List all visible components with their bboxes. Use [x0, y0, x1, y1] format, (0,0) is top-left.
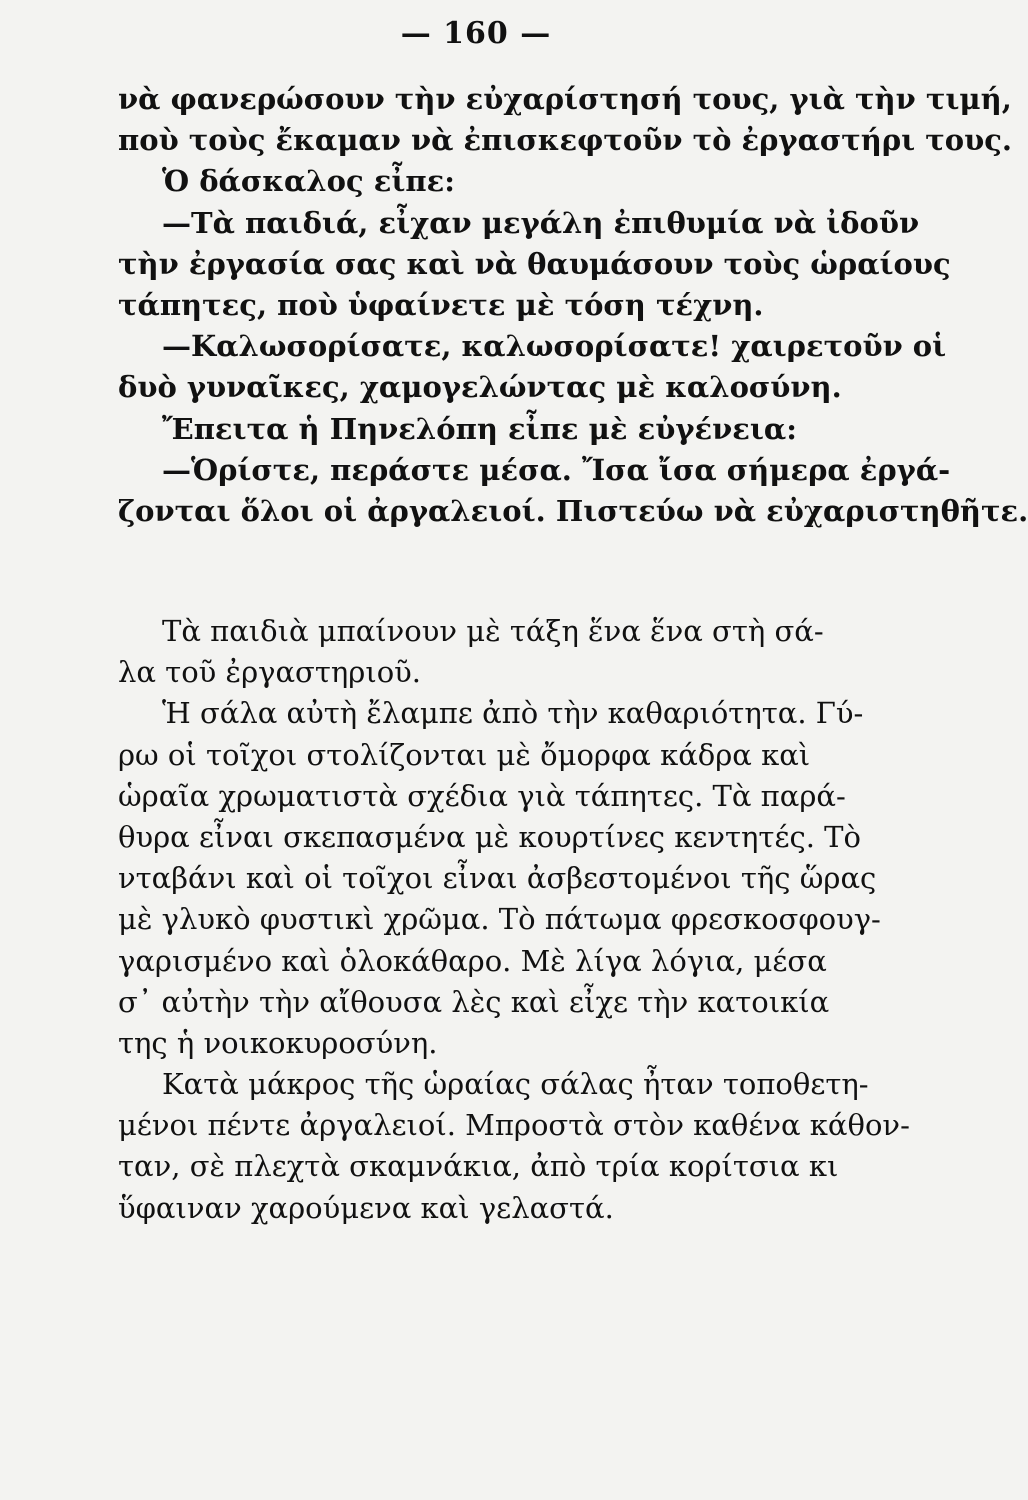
dialogue-section [118, 79, 1028, 532]
text-line: Τὰ παιδιὰ μπαίνουν μὲ τάξη ἕνα ἕνα στὴ σά- [162, 614, 824, 648]
text-line: μὲ γλυκὸ φυστικὶ χρῶμα. Τὸ πάτωμα φρεσκοσφουγ- [118, 902, 881, 937]
text-line: δυὸ γυναῖκες, χαμογελώντας μὲ καλοσύνη. [118, 370, 842, 405]
text-line: σ᾽ αὐτὴν τὴν αἴθουσα λὲς καὶ εἶχε τὴν κατοικία [118, 984, 830, 1019]
text-line: ταν, σὲ πλεχτὰ σκαμνάκια, ἀπὸ τρία κορίτσια κι [118, 1149, 839, 1184]
description-section [118, 611, 910, 1229]
text-line: ὡραῖα χρωματιστὰ σχέδια γιὰ τάπητες. Τὰ παρά- [118, 778, 846, 813]
text-line: της ἡ νοικοκυροσύνη. [118, 1025, 438, 1060]
text-line: τὴν ἐργασία σας καὶ νὰ θαυμάσουν τοὺς ὡραίους [118, 246, 951, 281]
text-line: —Τὰ παιδιά, εἶχαν μεγάλη ἐπιθυμία νὰ ἰδοῦν [162, 205, 920, 240]
text-line: νὰ φανερώσουν τὴν εὐχαρίστησή τους, γιὰ τὴν τιμή, [118, 82, 1012, 116]
text-line: —Ὁρίστε, περάστε μέσα. Ἴσα ἴσα σήμερα ἐργά- [162, 452, 951, 487]
text-line: λα τοῦ ἐργαστηριοῦ. [118, 655, 421, 690]
text-line: ὕφαιναν χαρούμενα καὶ γελαστά. [118, 1190, 614, 1225]
text-line: ρω οἱ τοῖχοι στολίζονται μὲ ὄμορφα κάδρα καὶ [118, 737, 811, 772]
text-line: Κατὰ μάκρος τῆς ὡραίας σάλας ἦταν τοποθετη- [162, 1067, 869, 1102]
text-line: τάπητες, ποὺ ὑφαίνετε μὲ τόση τέχνη. [118, 287, 764, 322]
text-line: Ἡ σάλα αὐτὴ ἔλαμπε ἀπὸ τὴν καθαριότητα. Γύ- [162, 696, 864, 731]
text-line: γαρισμένο καὶ ὁλοκάθαρο. Μὲ λίγα λόγια, μέσα [118, 943, 827, 978]
text-line: —Καλωσορίσατε, καλωσορίσατε! χαιρετοῦν οἱ [162, 329, 947, 364]
text-line: ποὺ τοὺς ἔκαμαν νὰ ἐπισκεφτοῦν τὸ ἐργαστήρι τους. [118, 123, 1013, 158]
text-line: Ἔπειτα ἡ Πηνελόπη εἶπε μὲ εὐγένεια: [162, 411, 797, 446]
text-line: μένοι πέντε ἀργαλειοί. Μπροστὰ στὸν καθένα κάθον- [118, 1108, 910, 1143]
text-line: θυρα εἶναι σκεπασμένα μὲ κουρτίνες κεντητές. Τὸ [118, 819, 861, 854]
text-line: νταβάνι καὶ οἱ τοῖχοι εἶναι ἀσβεστομένοι τῆς ὥρας [118, 861, 877, 896]
text-line: Ὁ δάσκαλος εἶπε: [162, 164, 455, 199]
page-number: — 160 — [400, 16, 552, 51]
text-line: ζονται ὅλοι οἱ ἀργαλειοί. Πιστεύω νὰ εὐχαριστηθῆτε. [118, 493, 1028, 528]
